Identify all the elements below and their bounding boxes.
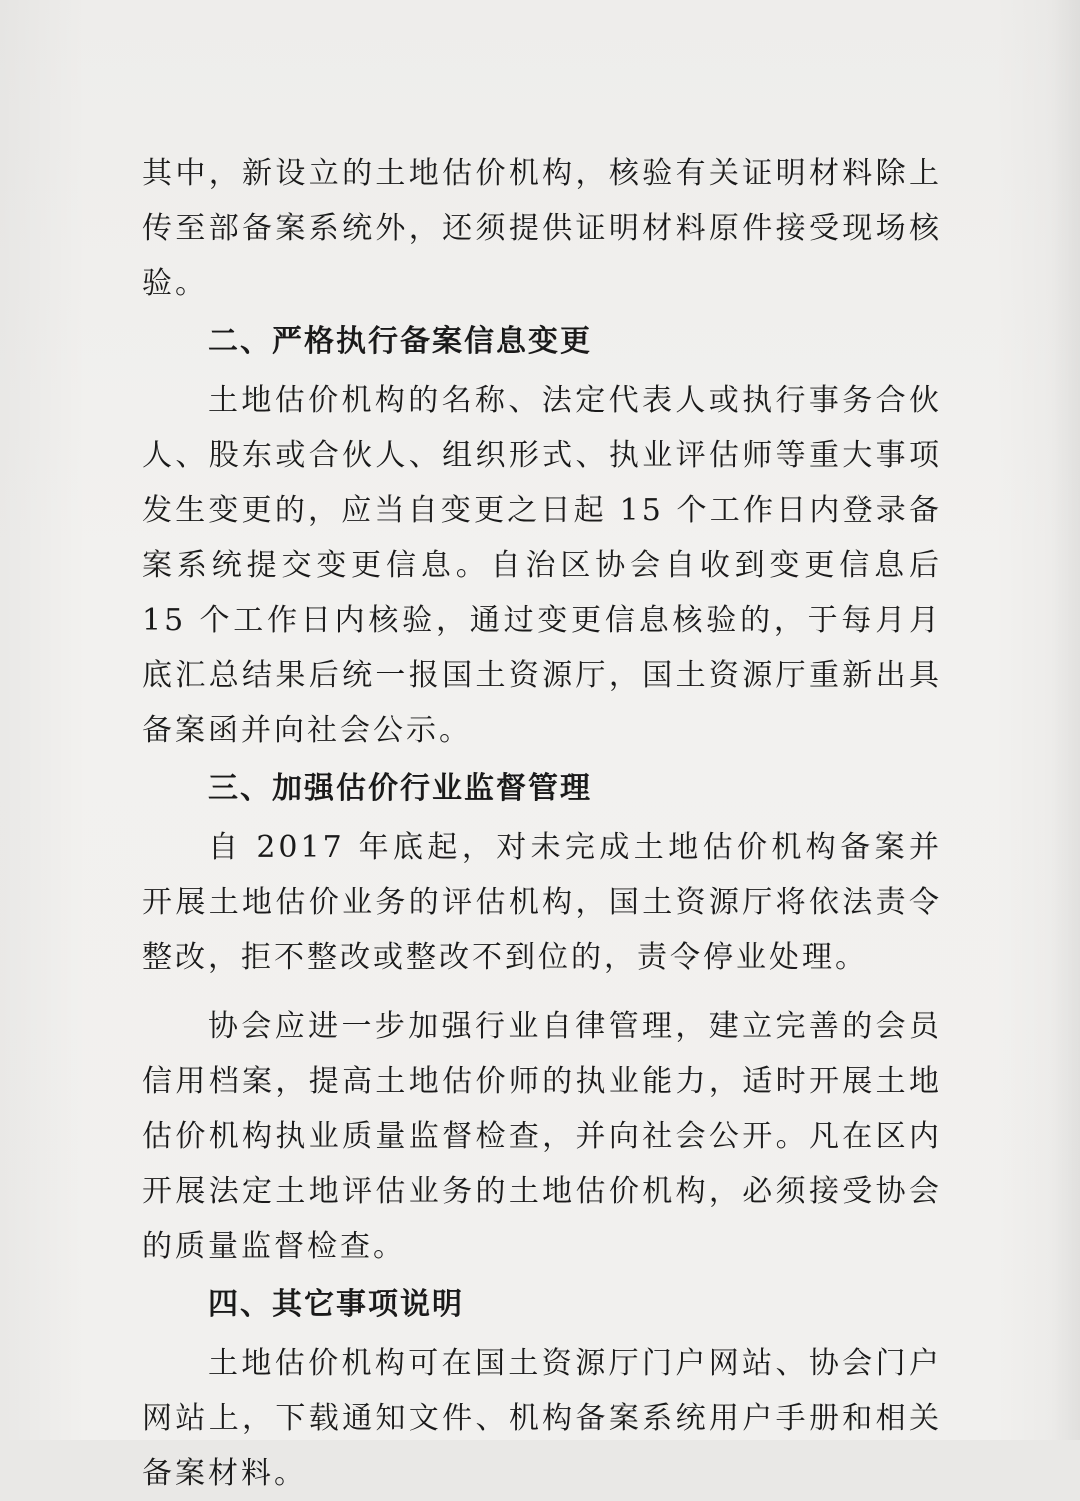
section-3-paragraph-2: 协会应进一步加强行业自律管理，建立完善的会员信用档案，提高土地估价师的执业能力，适时开展土地估价机构执业质量监督检查，并向社会公开。凡在区内开展法定土地评估业务的土地估价机构，必须接受协会的质量监督检查。 [142,1009,942,1264]
section-heading-3: 三、加强估价行业监督管理 [208,771,592,806]
section-heading-4: 四、其它事项说明 [208,1287,464,1322]
page-edge-shadow [1050,0,1080,1440]
section-heading-2: 二、严格执行备案信息变更 [208,324,592,359]
section-3-paragraph-1: 自 2017 年底起，对未完成土地估价机构备案并开展土地估价业务的评估机构，国土资源厅将依法责令整改，拒不整改或整改不到位的，责令停业处理。 [142,830,942,975]
intro-paragraph: 其中，新设立的土地估价机构，核验有关证明材料除上传至部备案系统外，还须提供证明材料原件接受现场核验。 [142,156,942,301]
section-2-paragraph-1: 土地估价机构的名称、法定代表人或执行事务合伙人、股东或合伙人、组织形式、执业评估师等重大事项发生变更的，应当自变更之日起 15 个工作日内登录备案系统提交变更信息。自治区协会自收到变更信息后 15 个工作日内核验，通过变更信息核验的，于每月月底汇总结果后统一报国土资源厅，国土资源厅重新出具备案函并向社会公示。 [142,383,942,748]
section-4-paragraph-1: 土地估价机构可在国土资源厅门户网站、协会门户网站上，下载通知文件、机构备案系统用户手册和相关备案材料。 [142,1346,942,1491]
document-body [142,146,942,1501]
